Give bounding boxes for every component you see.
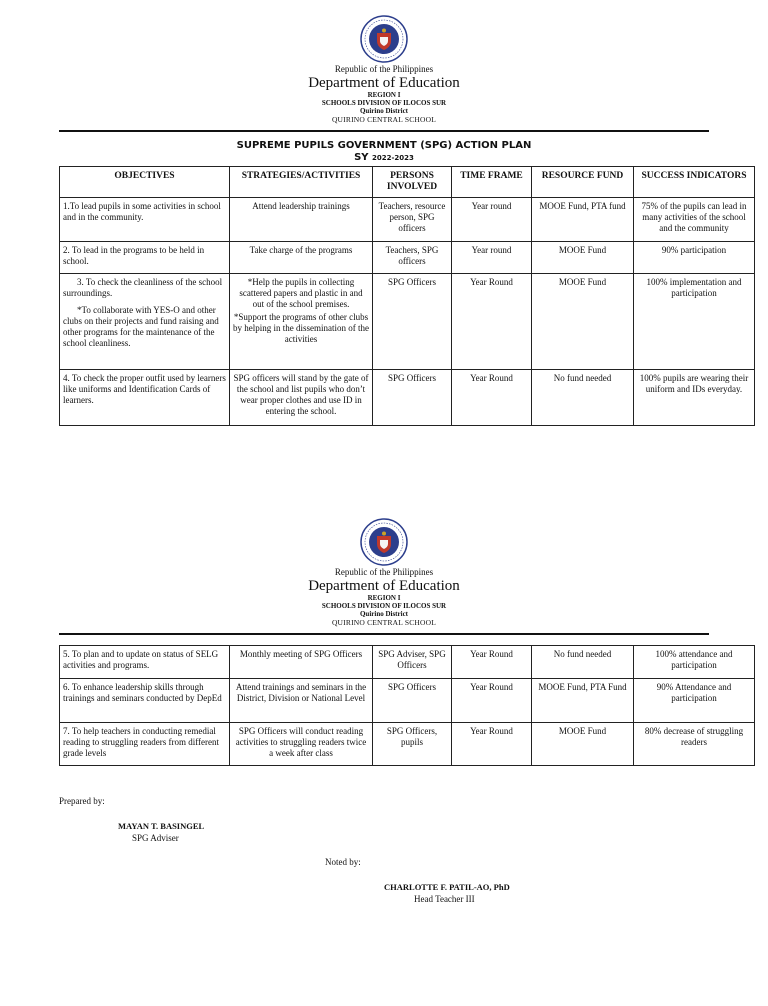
objective-cell	[60, 198, 230, 242]
strategy-text: SPG officers will stand by the gate of the school and list pupils who don’t wear proper clothes and use ID in entering the school.	[233, 373, 369, 416]
objective-text: 3. To check the cleanliness of the school surroundings.	[63, 277, 223, 298]
objective-text: *To collaborate with YES-O and other clubs on their projects and fund raising and other programs for the maintenance of the school cleanliness.	[63, 305, 219, 348]
table-row	[60, 274, 755, 370]
time-frame-cell: Year Round	[452, 370, 532, 426]
noted-by-name-text: CHARLOTTE F. PATIL-AO, PhD	[384, 882, 510, 892]
division-text: SCHOOLS DIVISION OF ILOCOS SUR	[321, 99, 447, 107]
prepared-by-label: Prepared by:	[59, 796, 105, 806]
strategy-text: SPG Officers will conduct reading activities to struggling readers twice a week after class	[235, 726, 367, 758]
resource-fund-cell: MOOE Fund	[532, 274, 634, 370]
objective-text: 2. To lead in the programs to be held in school.	[63, 245, 205, 266]
objective-cell	[60, 274, 230, 370]
time-frame-cell: Year Round	[452, 679, 532, 723]
column-header: PERSONS INVOLVED	[373, 167, 452, 198]
persons-cell: Teachers, resource person, SPG officers	[373, 198, 452, 242]
column-header: TIME FRAME	[452, 167, 532, 198]
strategy-cell	[230, 198, 373, 242]
table-row	[60, 370, 755, 426]
noted-by-name	[384, 882, 510, 893]
strategy-cell	[230, 723, 373, 766]
strategy-text: Attend trainings and seminars in the District, Division or National Level	[235, 682, 367, 703]
strategy-cell	[230, 370, 373, 426]
objective-text: 4. To check the proper outfit used by learners like uniforms and Identification Cards of learners.	[63, 373, 226, 405]
column-header: STRATEGIES/ACTIVITIES	[230, 167, 373, 198]
success-indicator-cell: 90% participation	[634, 242, 755, 274]
department-name: Department of Education	[308, 75, 460, 91]
school-name: QUIRINO CENTRAL SCHOOL	[331, 618, 437, 627]
resource-fund-cell: MOOE Fund	[532, 242, 634, 274]
resource-fund-cell: MOOE Fund, PTA fund	[532, 198, 634, 242]
prepared-by-title: SPG Adviser	[132, 833, 179, 843]
school-name: QUIRINO CENTRAL SCHOOL	[331, 115, 437, 124]
resource-fund-cell: MOOE Fund	[532, 723, 634, 766]
district-text: Quirino District	[359, 107, 409, 115]
strategy-text: *Help the pupils in collecting scattered papers and plastic in and out of the school premises.	[239, 277, 363, 309]
table-row	[60, 242, 755, 274]
column-header: RESOURCE FUND	[532, 167, 634, 198]
division-text: SCHOOLS DIVISION OF ILOCOS SUR	[321, 602, 447, 610]
table-row	[60, 723, 755, 766]
resource-fund-cell: No fund needed	[532, 370, 634, 426]
success-indicator-cell: 100% attendance and participation	[634, 646, 755, 679]
objective-text: 6. To enhance leadership skills through trainings and seminars conducted by DepEd	[63, 682, 222, 703]
success-indicator-cell: 90% Attendance and participation	[634, 679, 755, 723]
success-indicator-cell: 75% of the pupils can lead in many activities of the school and the community	[634, 198, 755, 242]
persons-cell: SPG Officers	[373, 370, 452, 426]
objective-cell	[60, 723, 230, 766]
prepared-by-name	[118, 821, 204, 832]
persons-cell: SPG Officers, pupils	[373, 723, 452, 766]
persons-cell: Teachers, SPG officers	[373, 242, 452, 274]
resource-fund-cell: No fund needed	[532, 646, 634, 679]
resource-fund-cell: MOOE Fund, PTA Fund	[532, 679, 634, 723]
column-header: SUCCESS INDICATORS	[634, 167, 755, 198]
school-year	[0, 152, 768, 164]
success-indicator-cell: 80% decrease of struggling readers	[634, 723, 755, 766]
persons-cell: SPG Officers	[373, 679, 452, 723]
persons-cell: SPG Adviser, SPG Officers	[373, 646, 452, 679]
letterhead-2	[0, 518, 768, 627]
sy-label: SY	[354, 152, 369, 163]
republic-text: Republic of the Philippines	[334, 567, 434, 577]
objective-cell	[60, 646, 230, 679]
column-header: OBJECTIVES	[60, 167, 230, 198]
table-row	[60, 198, 755, 242]
prepared-by-name-text: MAYAN T. BASINGEL	[118, 821, 205, 831]
table-row	[60, 679, 755, 723]
sy-years: 2022-2023	[372, 154, 414, 162]
success-indicator-cell: 100% implementation and participation	[634, 274, 755, 370]
time-frame-cell: Year Round	[452, 646, 532, 679]
objective-text: 1.To lead pupils in some activities in school and in the community.	[63, 201, 221, 222]
table-header-row	[60, 167, 755, 198]
action-plan-table-1	[59, 166, 755, 426]
deped-seal-icon	[360, 518, 408, 566]
strategy-text: Attend leadership trainings	[252, 201, 350, 211]
department-name: Department of Education	[308, 578, 460, 594]
region-text: REGION I	[367, 91, 401, 99]
district-text: Quirino District	[359, 610, 409, 618]
noted-by-title: Head Teacher III	[414, 894, 475, 904]
republic-text: Republic of the Philippines	[334, 64, 434, 74]
table-row	[60, 646, 755, 679]
time-frame-cell: Year Round	[452, 723, 532, 766]
strategy-text: Take charge of the programs	[249, 245, 353, 255]
objective-cell	[60, 370, 230, 426]
persons-cell: SPG Officers	[373, 274, 452, 370]
success-indicator-cell: 100% pupils are wearing their uniform and IDs everyday.	[634, 370, 755, 426]
plan-title: SUPREME PUPILS GOVERNMENT (SPG) ACTION PLAN	[236, 140, 532, 151]
strategy-cell	[230, 242, 373, 274]
objective-text: 7. To help teachers in conducting remedial reading to struggling readers from different grade levels	[63, 726, 220, 758]
deped-seal-icon	[360, 15, 408, 63]
strategy-cell	[230, 646, 373, 679]
strategy-text: Monthly meeting of SPG Officers	[239, 649, 363, 659]
strategy-cell	[230, 679, 373, 723]
strategy-cell	[230, 274, 373, 370]
time-frame-cell: Year Round	[452, 274, 532, 370]
letterhead-1	[0, 15, 768, 124]
objective-cell	[60, 679, 230, 723]
header-rule-1	[59, 130, 709, 132]
region-text: REGION I	[367, 594, 401, 602]
objective-text: 5. To plan and to update on status of SELG activities and programs.	[63, 649, 219, 670]
time-frame-cell: Year round	[452, 198, 532, 242]
header-rule-2	[59, 633, 709, 635]
strategy-text: *Support the programs of other clubs by helping in the dissemination of the activities	[233, 312, 369, 344]
time-frame-cell: Year round	[452, 242, 532, 274]
noted-by-label: Noted by:	[325, 857, 361, 867]
action-plan-table-2	[59, 645, 755, 766]
objective-cell	[60, 242, 230, 274]
